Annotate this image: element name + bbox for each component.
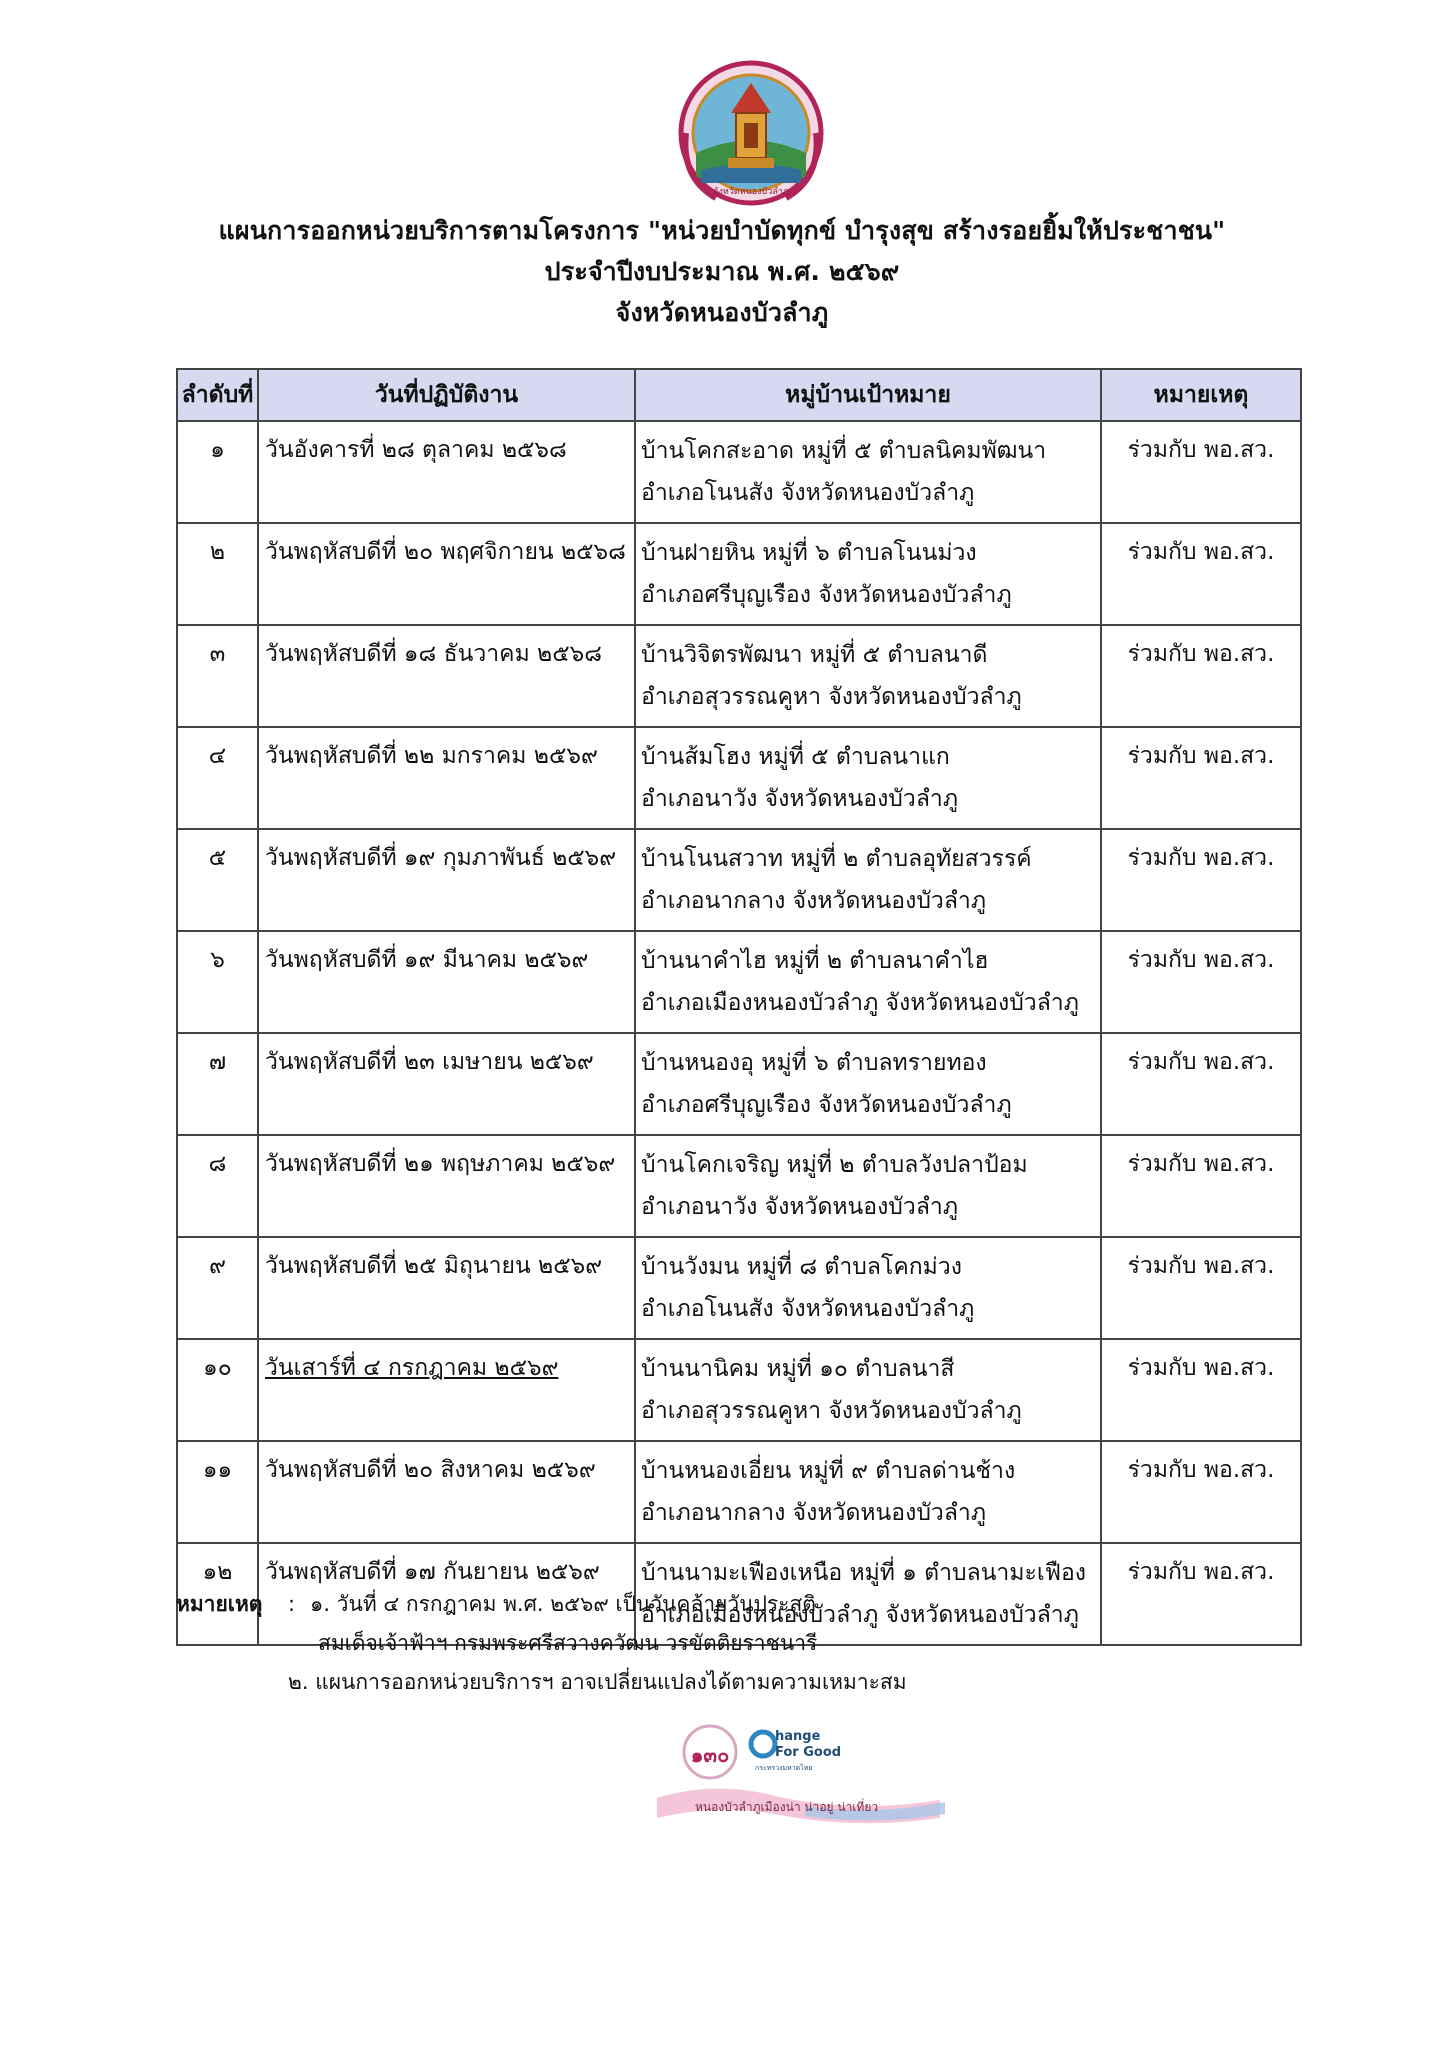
remarks-section — [176, 1585, 907, 1702]
row-target-village: บ้านโนนสวาท หมู่ที่ ๒ ตำบลอุทัยสวรรค์ — [641, 846, 1032, 872]
table-row — [177, 931, 1301, 1033]
anniversary-text: ๑๓๐ — [690, 1743, 730, 1767]
row-target-village: บ้านวิจิตรพัฒนา หมู่ที่ ๕ ตำบลนาดี — [641, 642, 988, 668]
title-line-1: แผนการออกหน่วยบริการตามโครงการ "หน่วยบำบัดทุกข์ บำรุงสุข สร้างรอยยิ้มให้ประชาชน" — [218, 216, 1226, 245]
row-target-district: อำเภอนากลาง จังหวัดหนองบัวลำภู — [641, 888, 987, 914]
row-no: ๗ — [177, 1033, 258, 1135]
row-note: ร่วมกับ พอ.สว. — [1101, 1339, 1301, 1441]
ministry-text: กระทรวงมหาดไทย — [755, 1764, 813, 1772]
for-good-text: For Good — [775, 1745, 842, 1760]
remarks-separator: : — [288, 1592, 296, 1616]
row-date — [258, 421, 635, 523]
remarks-label: หมายเหตุ — [176, 1592, 263, 1616]
row-target — [635, 1033, 1101, 1135]
row-note: ร่วมกับ พอ.สว. — [1101, 523, 1301, 625]
row-target-village: บ้านโคกเจริญ หมู่ที่ ๒ ตำบลวังปลาป้อม — [641, 1152, 1028, 1178]
row-target-district: อำเภอนาวัง จังหวัดหนองบัวลำภู — [641, 786, 958, 812]
row-date-text: วันเสาร์ที่ ๔ กรกฎาคม ๒๕๖๙ — [265, 1355, 559, 1381]
footer-logos — [655, 1718, 955, 1833]
row-target — [635, 829, 1101, 931]
table-row — [177, 727, 1301, 829]
row-date — [258, 1339, 635, 1441]
row-target — [635, 727, 1101, 829]
row-target-village: บ้านนานิคม หมู่ที่ ๑๐ ตำบลนาสี — [641, 1356, 955, 1382]
title-line-3: จังหวัดหนองบัวลำภู — [615, 298, 829, 327]
table-row — [177, 625, 1301, 727]
table-row — [177, 523, 1301, 625]
row-target-village: บ้านโคกสะอาด หมู่ที่ ๕ ตำบลนิคมพัฒนา — [641, 438, 1047, 464]
row-target-district: อำเภอเมืองหนองบัวลำภู จังหวัดหนองบัวลำภู — [641, 1602, 1079, 1628]
provincial-seal-emblem — [676, 58, 826, 208]
row-date-text: วันพฤหัสบดีที่ ๑๙ มีนาคม ๒๕๖๙ — [265, 947, 589, 973]
row-date — [258, 1135, 635, 1237]
slogan-banner — [657, 1788, 945, 1823]
column-header-date: วันที่ปฏิบัติงาน — [258, 369, 635, 421]
row-date-text: วันพฤหัสบดีที่ ๑๗ กันยายน ๒๕๖๙ — [265, 1559, 600, 1585]
row-date — [258, 1237, 635, 1339]
row-target-village: บ้านนามะเฟืองเหนือ หมู่ที่ ๑ ตำบลนามะเฟือง — [641, 1560, 1087, 1586]
row-target-village: บ้านส้มโฮง หมู่ที่ ๕ ตำบลนาแก — [641, 744, 950, 770]
table-row — [177, 1033, 1301, 1135]
table-row — [177, 829, 1301, 931]
row-no: ๔ — [177, 727, 258, 829]
row-date-text: วันอังคารที่ ๒๘ ตุลาคม ๒๕๖๘ — [265, 437, 567, 463]
row-target — [635, 523, 1101, 625]
row-note: ร่วมกับ พอ.สว. — [1101, 1033, 1301, 1135]
anniversary-130-logo — [684, 1726, 736, 1778]
row-target-village: บ้านหนองเอี่ยน หมู่ที่ ๙ ตำบลด่านช้าง — [641, 1458, 1016, 1484]
row-no: ๑ — [177, 421, 258, 523]
table-header-row — [177, 369, 1301, 421]
column-header-no: ลำดับที่ — [177, 369, 258, 421]
remark-1-line-1: ๑. วันที่ ๔ กรกฎาคม พ.ศ. ๒๕๖๙ เป็นวันคล้ายวันประสูติ — [310, 1592, 816, 1616]
row-target-district: อำเภอโนนสัง จังหวัดหนองบัวลำภู — [641, 1296, 975, 1322]
row-no: ๓ — [177, 625, 258, 727]
row-date-text: วันพฤหัสบดีที่ ๒๕ มิถุนายน ๒๕๖๙ — [265, 1253, 603, 1279]
row-target-village: บ้านฝายหิน หมู่ที่ ๖ ตำบลโนนม่วง — [641, 540, 977, 566]
change-text: hange — [775, 1729, 821, 1744]
row-target-district: อำเภอนากลาง จังหวัดหนองบัวลำภู — [641, 1500, 987, 1526]
row-target-district: อำเภอศรีบุญเรือง จังหวัดหนองบัวลำภู — [641, 582, 1012, 608]
table-row — [177, 1237, 1301, 1339]
row-target-village: บ้านวังมน หมู่ที่ ๘ ตำบลโคกม่วง — [641, 1254, 962, 1280]
row-target-district: อำเภอโนนสัง จังหวัดหนองบัวลำภู — [641, 480, 975, 506]
slogan-text: หนองบัวลำภูเมืองน่า น่าอยู่ น่าเที่ยว — [695, 1800, 879, 1814]
seal-caption: จังหวัดหนองบัวลำภู — [713, 187, 789, 197]
row-note: ร่วมกับ พอ.สว. — [1101, 1441, 1301, 1543]
title-line-2: ประจำปีงบประมาณ พ.ศ. ๒๕๖๙ — [544, 257, 900, 286]
row-no: ๑๒ — [177, 1543, 258, 1645]
remark-2: ๒. แผนการออกหน่วยบริการฯ อาจเปลี่ยนแปลงได้ตามความเหมาะสม — [288, 1670, 907, 1694]
row-date-text: วันพฤหัสบดีที่ ๒๓ เมษายน ๒๕๖๙ — [265, 1049, 594, 1075]
row-target — [635, 421, 1101, 523]
row-no: ๘ — [177, 1135, 258, 1237]
row-target-district: อำเภอสุวรรณคูหา จังหวัดหนองบัวลำภู — [641, 1398, 1022, 1424]
row-target — [635, 1135, 1101, 1237]
row-target-district: อำเภอนาวัง จังหวัดหนองบัวลำภู — [641, 1194, 958, 1220]
column-header-target: หมู่บ้านเป้าหมาย — [635, 369, 1101, 421]
row-date — [258, 625, 635, 727]
row-note: ร่วมกับ พอ.สว. — [1101, 1237, 1301, 1339]
row-date — [258, 523, 635, 625]
row-target-district: อำเภอเมืองหนองบัวลำภู จังหวัดหนองบัวลำภู — [641, 990, 1079, 1016]
row-date-text: วันพฤหัสบดีที่ ๒๐ สิงหาคม ๒๕๖๙ — [265, 1457, 596, 1483]
row-note: ร่วมกับ พอ.สว. — [1101, 1543, 1301, 1645]
row-date-text: วันพฤหัสบดีที่ ๒๐ พฤศจิกายน ๒๕๖๘ — [265, 539, 626, 565]
row-no: ๑๐ — [177, 1339, 258, 1441]
row-note: ร่วมกับ พอ.สว. — [1101, 421, 1301, 523]
row-date-text: วันพฤหัสบดีที่ ๒๑ พฤษภาคม ๒๕๖๙ — [265, 1151, 616, 1177]
row-target — [635, 931, 1101, 1033]
schedule-table — [176, 368, 1302, 1646]
row-no: ๖ — [177, 931, 258, 1033]
remark-1-line-2: สมเด็จเจ้าฟ้าฯ กรมพระศรีสวางควัฒน วรขัตติยราชนารี — [318, 1631, 818, 1655]
row-date — [258, 931, 635, 1033]
row-note: ร่วมกับ พอ.สว. — [1101, 625, 1301, 727]
row-note: ร่วมกับ พอ.สว. — [1101, 931, 1301, 1033]
row-no: ๙ — [177, 1237, 258, 1339]
row-target-village: บ้านนาคำไฮ หมู่ที่ ๒ ตำบลนาคำไฮ — [641, 948, 989, 974]
row-target-village: บ้านหนองอุ หมู่ที่ ๖ ตำบลทรายทอง — [641, 1050, 987, 1076]
row-date-text: วันพฤหัสบดีที่ ๒๒ มกราคม ๒๕๖๙ — [265, 743, 598, 769]
row-date — [258, 1441, 635, 1543]
row-date — [258, 1033, 635, 1135]
table-row — [177, 1339, 1301, 1441]
row-note: ร่วมกับ พอ.สว. — [1101, 727, 1301, 829]
row-date-text: วันพฤหัสบดีที่ ๑๘ ธันวาคม ๒๕๖๘ — [265, 641, 602, 667]
column-header-note: หมายเหตุ — [1101, 369, 1301, 421]
row-no: ๒ — [177, 523, 258, 625]
row-date — [258, 829, 635, 931]
row-target — [635, 1237, 1101, 1339]
document-title — [0, 210, 1444, 333]
row-no: ๑๑ — [177, 1441, 258, 1543]
change-for-good-logo — [751, 1729, 841, 1772]
row-target-district: อำเภอศรีบุญเรือง จังหวัดหนองบัวลำภู — [641, 1092, 1012, 1118]
table-row — [177, 421, 1301, 523]
row-note: ร่วมกับ พอ.สว. — [1101, 1135, 1301, 1237]
row-target — [635, 1339, 1101, 1441]
row-date-text: วันพฤหัสบดีที่ ๑๙ กุมภาพันธ์ ๒๕๖๙ — [265, 845, 617, 871]
row-date — [258, 727, 635, 829]
row-note: ร่วมกับ พอ.สว. — [1101, 829, 1301, 931]
row-target — [635, 625, 1101, 727]
row-target-district: อำเภอสุวรรณคูหา จังหวัดหนองบัวลำภู — [641, 684, 1022, 710]
table-row — [177, 1135, 1301, 1237]
table-row — [177, 1441, 1301, 1543]
row-no: ๕ — [177, 829, 258, 931]
row-target — [635, 1441, 1101, 1543]
